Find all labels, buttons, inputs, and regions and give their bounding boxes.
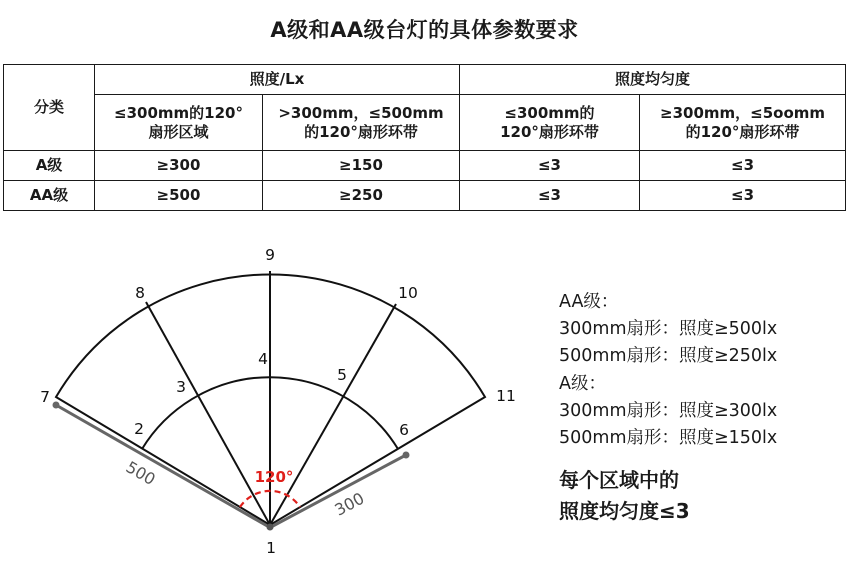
radial-line-1-10 xyxy=(270,304,396,525)
point-label: 5 xyxy=(337,366,347,384)
subheader-line: ≤300mm的 xyxy=(504,103,595,122)
row-label: A级 xyxy=(4,151,95,181)
note-line: 照度均匀度≤3 xyxy=(559,499,690,523)
header-uniformity: 照度均匀度 xyxy=(460,65,846,95)
table-cell: ≥300 xyxy=(95,151,263,181)
page-title: A级和AA级台灯的具体参数要求 xyxy=(270,18,579,42)
table-cell: ≤3 xyxy=(460,181,640,211)
subheader-line: 的120°扇形环带 xyxy=(304,122,418,141)
subheader-line: ≥300mm，≤5oomm xyxy=(660,103,826,122)
apex-dot xyxy=(267,524,274,531)
legend-line: 500mm扇形：照度≥250lx xyxy=(559,346,778,367)
legend-line: 300mm扇形：照度≥500lx xyxy=(559,319,778,340)
subheader-line: 扇形区域 xyxy=(148,122,209,141)
table-cell: ≤3 xyxy=(640,151,846,181)
legend-line: AA级： xyxy=(559,292,619,312)
table-cell: ≥150 xyxy=(263,151,460,181)
table-cell: ≥500 xyxy=(95,181,263,211)
point-label: 3 xyxy=(176,378,186,396)
note-line: 每个区域中的 xyxy=(559,468,679,492)
point-label: 6 xyxy=(399,421,409,439)
table-cell: ≤3 xyxy=(640,181,846,211)
dimension-label-inner: 300 xyxy=(331,488,368,520)
dimension-end-dot xyxy=(403,452,410,459)
dimension-end-dot xyxy=(53,402,60,409)
legend-line: 300mm扇形：照度≥300lx xyxy=(559,400,778,421)
subheader-line: ≤300mm的120° xyxy=(114,103,243,122)
row-label: AA级 xyxy=(4,181,95,211)
legend-line: 500mm扇形：照度≥150lx xyxy=(559,428,778,449)
legend xyxy=(559,289,777,452)
dimension-label-outer: 500 xyxy=(122,457,159,490)
subheader-line: 的120°扇形环带 xyxy=(685,122,800,141)
table-cell: ≤3 xyxy=(460,151,640,181)
table-cell: ≥250 xyxy=(263,181,460,211)
uniformity-note xyxy=(559,465,690,527)
subheader-line: 120°扇形环带 xyxy=(500,122,599,141)
header-category: 分类 xyxy=(4,65,95,151)
point-label: 9 xyxy=(265,246,275,264)
point-label: 7 xyxy=(40,388,50,406)
legend-line: A级： xyxy=(559,373,606,394)
point-label: 8 xyxy=(135,284,145,302)
point-label: 10 xyxy=(398,284,418,302)
point-label: 2 xyxy=(134,420,144,438)
point-label: 4 xyxy=(258,350,268,368)
subheader-line: >300mm，≤500mm xyxy=(278,103,444,122)
point-label: 1 xyxy=(266,539,276,557)
header-illuminance: 照度/Lx xyxy=(95,65,460,95)
point-label: 11 xyxy=(496,387,516,405)
angle-label: 120° xyxy=(254,468,294,486)
